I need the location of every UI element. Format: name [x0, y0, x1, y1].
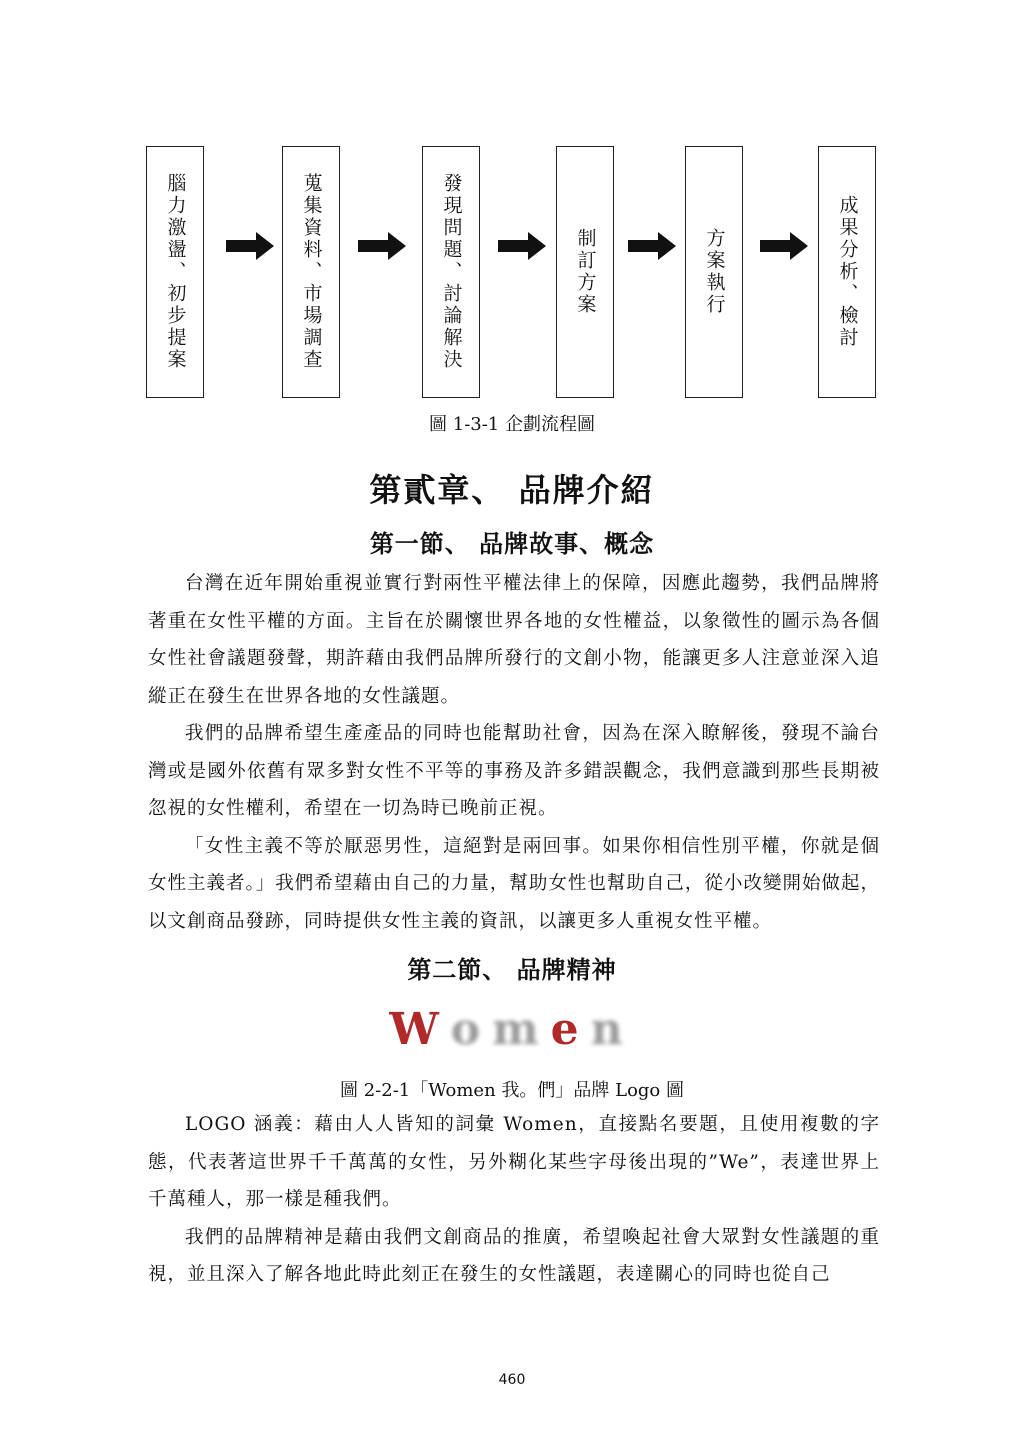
logo-letter-blurred: o: [450, 1004, 493, 1055]
arrow-right-icon: [628, 232, 676, 260]
flow-step-review: [818, 146, 876, 398]
flow-step-label: 腦力激盪、初步提案: [164, 173, 187, 371]
section2-body: [148, 1106, 880, 1294]
paragraph: 「女性主義不等於厭惡男性，這絕對是兩回事。如果你相信性別平權，你就是個女性主義者。」我們希望藉由自己的力量，幫助女性也幫助自己，從小改變開始做起，以文創商品發跡，同時提供女性主義的資訊，以讓更多人重視女性平權。: [148, 835, 880, 932]
section1-body: [148, 565, 880, 940]
flow-step-problem: [422, 146, 480, 398]
brand-logo: [0, 1004, 1024, 1055]
flow-step-brainstorm: [146, 146, 204, 398]
chapter-title: 第貳章、 品牌介紹: [369, 471, 655, 509]
arrow-right-icon: [358, 232, 406, 260]
page-number: 460: [498, 1372, 526, 1388]
paragraph: LOGO 涵義：藉由人人皆知的詞彙 Women，直接點名要題，且使用複數的字態，代表著這世界千千萬萬的女性，另外糊化某些字母後出現的”We”，表達世界上千萬種人，那一樣是種我們。: [148, 1114, 880, 1210]
flow-step-label: 發現問題、討論解決: [440, 173, 463, 371]
figure-caption-flowchart: 圖 1-3-1 企劃流程圖: [429, 414, 595, 435]
flow-step-plan: [556, 146, 614, 398]
flowchart: [146, 146, 878, 402]
logo-letter: e: [550, 1004, 591, 1055]
flow-step-execute: [685, 146, 743, 398]
flow-step-label: 成果分析、檢討: [836, 195, 859, 349]
flow-step-label: 蒐集資料、市場調查: [300, 173, 323, 371]
paragraph: 台灣在近年開始重視並實行對兩性平權法律上的保障，因應此趨勢，我們品牌將著重在女性平權的方面。主旨在於關懷世界各地的女性權益，以象徵性的圖示為各個女性社會議題發聲，期許藉由我們品牌所發行的文創小物，能讓更多人注意並深入追縱正在發生在世界各地的女性議題。: [148, 573, 880, 707]
flow-step-label: 制訂方案: [574, 228, 597, 316]
arrow-right-icon: [760, 232, 808, 260]
arrow-right-icon: [226, 232, 274, 260]
logo-letter-blurred: n: [590, 1004, 635, 1055]
paragraph: 我們的品牌希望生產產品的同時也能幫助社會，因為在深入瞭解後，發現不論台灣或是國外依舊有眾多對女性不平等的事務及許多錯誤觀念，我們意識到那些長期被忽視的女性權利，希望在一切為時已晚前正視。: [148, 723, 880, 819]
logo-letter-blurred: m: [492, 1004, 551, 1055]
section-title: 第一節、 品牌故事、概念: [369, 529, 655, 558]
flow-step-label: 方案執行: [703, 228, 726, 316]
logo-letter: W: [389, 1004, 451, 1055]
figure-caption-logo: 圖 2-2-1「Women 我。們」品牌 Logo 圖: [340, 1080, 684, 1101]
paragraph: 我們的品牌精神是藉由我們文創商品的推廣，希望喚起社會大眾對女性議題的重視，並且深入了解各地此時此刻正在發生的女性議題，表達關心的同時也從自己: [148, 1226, 880, 1285]
arrow-right-icon: [498, 232, 546, 260]
flow-step-research: [282, 146, 340, 398]
section-title: 第二節、 品牌精神: [407, 955, 617, 984]
